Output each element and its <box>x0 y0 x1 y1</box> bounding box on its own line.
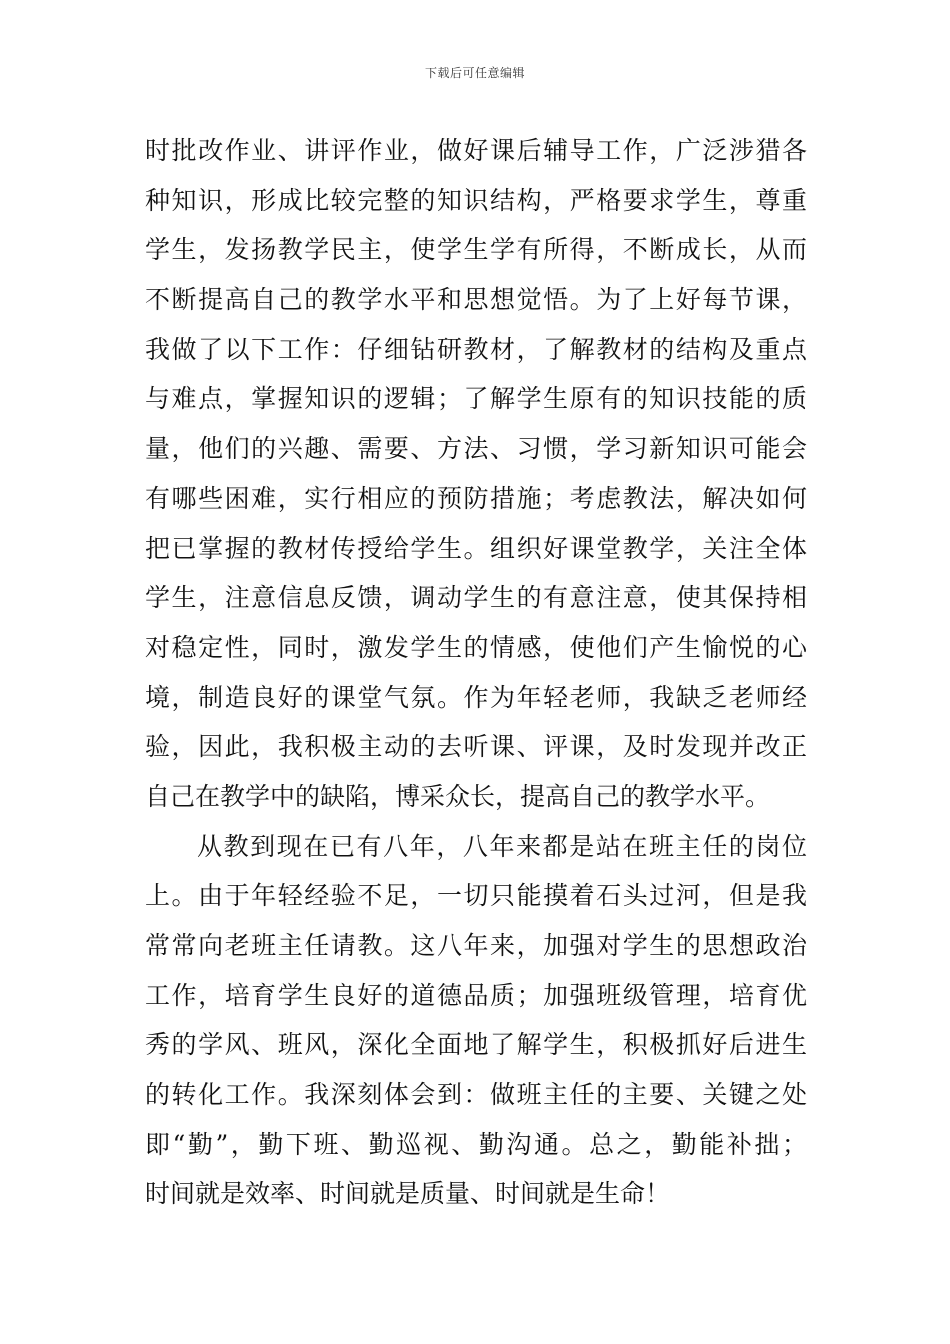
paragraph-1 <box>145 126 807 822</box>
text-line: 境，制造良好的课堂气氛。作为年轻老师，我缺乏老师经 <box>145 682 807 712</box>
text-line: 的转化工作。我深刻体会到：做班主任的主要、关键之处 <box>145 1080 807 1110</box>
body-text <box>145 126 807 1219</box>
text-line: 种知识，形成比较完整的知识结构，严格要求学生，尊重 <box>145 185 807 215</box>
text-line: 验，因此，我积极主动的去听课、评课，及时发现并改正 <box>145 732 807 762</box>
text-line: 与难点，掌握知识的逻辑；了解学生原有的知识技能的质 <box>145 384 807 414</box>
text-line: 时间就是效率、时间就是质量、时间就是生命！ <box>145 1179 671 1209</box>
text-line: 把已掌握的教材传授给学生。组织好课堂教学，关注全体 <box>145 533 807 563</box>
paragraph-2 <box>145 822 807 1220</box>
page-header: 下载后可任意编辑 <box>424 66 525 80</box>
text-line: 我做了以下工作：仔细钻研教材，了解教材的结构及重点 <box>145 334 807 364</box>
text-line: 不断提高自己的教学水平和思想觉悟。为了上好每节课， <box>145 285 807 315</box>
text-line: 即“勤”，勤下班、勤巡视、勤沟通。总之，勤能补拙； <box>145 1129 807 1159</box>
text-line: 常常向老班主任请教。这八年来，加强对学生的思想政治 <box>145 931 807 960</box>
text-line: 有哪些困难，实行相应的预防措施；考虑教法，解决如何 <box>145 483 807 513</box>
text-line: 学生，发扬教学民主，使学生学有所得，不断成长，从而 <box>145 235 807 265</box>
text-line: 从教到现在已有八年，八年来都是站在班主任的岗位 <box>197 831 807 861</box>
text-line: 秀的学风、班风，深化全面地了解学生，积极抓好后进生 <box>145 1030 807 1060</box>
text-line: 量，他们的兴趣、需要、方法、习惯，学习新知识可能会 <box>145 434 807 464</box>
text-line: 工作，培育学生良好的道德品质；加强班级管理，培育优 <box>145 980 807 1010</box>
text-line: 学生，注意信息反馈，调动学生的有意注意，使其保持相 <box>145 583 807 613</box>
text-line: 时批改作业、讲评作业，做好课后辅导工作，广泛涉猎各 <box>145 136 807 165</box>
text-line: 自己在教学中的缺陷，博采众长，提高自己的教学水平。 <box>145 781 771 811</box>
text-line: 上。由于年轻经验不足，一切只能摸着石头过河，但是我 <box>145 881 807 911</box>
text-line: 对稳定性，同时，激发学生的情感，使他们产生愉悦的心 <box>145 632 807 662</box>
